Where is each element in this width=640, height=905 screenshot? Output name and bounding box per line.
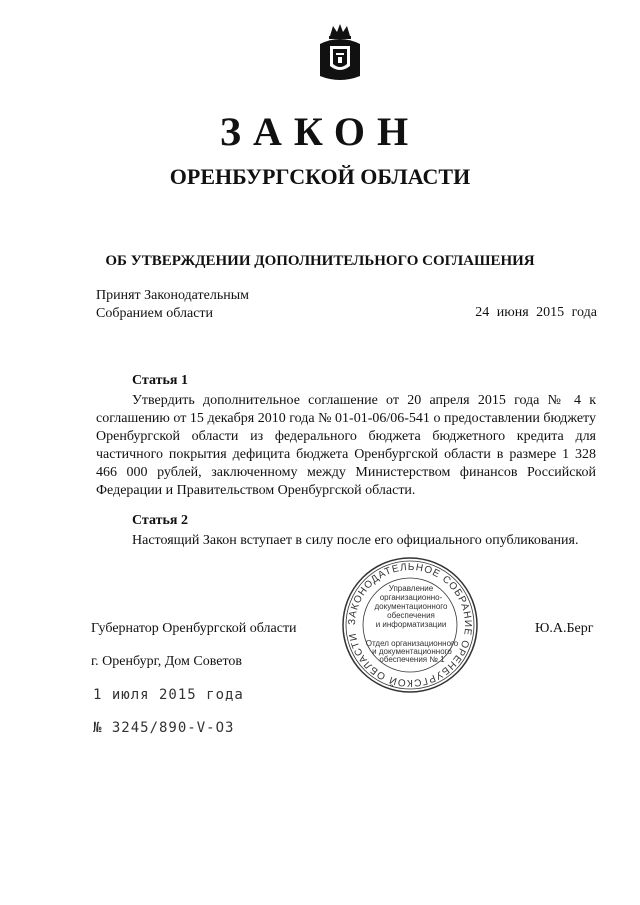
seal-inner-line: Управление bbox=[388, 584, 434, 593]
article-1-text: Утвердить дополнительное соглашение от 20 апреля 2015 года № 4 к соглашению от 15 декабря 2010 года № 01-01-06/06-541 о предоставлении бюджету Оренбургской области из федерального бюджета бюджетного кредита для частичного покрытия дефицита бюджета Оренбургской области в размере 1 328 466 000 рублей, заключенному между Министерством финансов Российской Федерации и Правительством Оренбургской области. bbox=[96, 393, 596, 498]
seal-ring-text: ЗАКОНОДАТЕЛЬНОЕ СОБРАНИЕ ОРЕНБУРГСКОЙ ОБЛАСТИ bbox=[346, 561, 474, 689]
law-heading: ОБ УТВЕРЖДЕНИИ ДОПОЛНИТЕЛЬНОГО СОГЛАШЕНИЯ bbox=[105, 253, 535, 269]
document-subtitle: ОРЕНБУРГСКОЙ ОБЛАСТИ bbox=[169, 164, 471, 189]
signing-date-stamp: 1 июля 2015 года bbox=[93, 687, 244, 703]
seal-inner-line: документационного bbox=[374, 602, 448, 611]
seal-inner-line: обеспечения bbox=[387, 611, 435, 620]
seal-inner-text bbox=[365, 584, 457, 629]
adoption-line-2: Собранием области bbox=[96, 306, 214, 321]
governor-title: Губернатор Оренбургской области bbox=[91, 621, 297, 636]
article-2-title: Статья 2 bbox=[132, 513, 188, 528]
seal-inner-line: и информатизации bbox=[375, 620, 447, 629]
seal-bottom-text bbox=[362, 640, 462, 664]
seal-bottom-line: обеспечения № 1 bbox=[379, 655, 445, 664]
article-2-text: Настоящий Закон вступает в силу после его официального опубликования. bbox=[132, 533, 579, 548]
seal-inner-line: организационно- bbox=[379, 593, 443, 602]
adoption-date: 24 июня 2015 года bbox=[475, 305, 597, 320]
seal-bottom-line: Отдел организационного bbox=[365, 639, 459, 648]
coat-of-arms-icon bbox=[316, 22, 364, 84]
document-title: ЗАКОН bbox=[219, 109, 421, 154]
article-1-title: Статья 1 bbox=[132, 373, 188, 388]
adoption-line-1: Принят Законодательным bbox=[96, 288, 249, 303]
law-number-stamp: № 3245/890-V-ОЗ bbox=[93, 720, 235, 736]
adoption-note bbox=[96, 287, 249, 323]
governor-signature: Ю.А.Берг bbox=[535, 621, 594, 636]
seal-bottom-line: и документационного bbox=[372, 647, 452, 656]
signing-place: г. Оренбург, Дом Советов bbox=[91, 654, 242, 669]
